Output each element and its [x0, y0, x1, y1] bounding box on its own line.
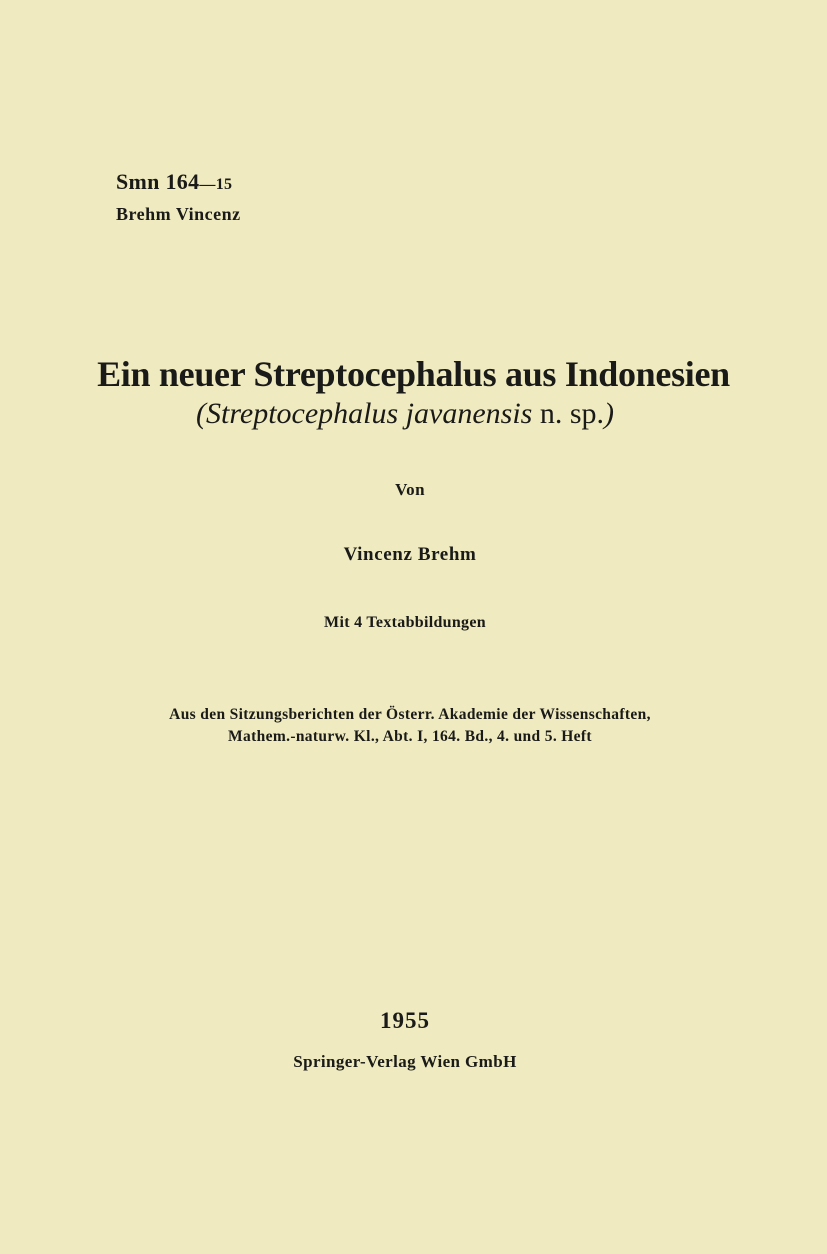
series-label	[116, 168, 241, 227]
publisher-name: Springer-Verlag Wien GmbH	[293, 1052, 517, 1071]
series-code-prefix: Smn	[116, 169, 166, 194]
series-author: Brehm Vincenz	[116, 204, 241, 224]
subtitle-open-paren: (	[195, 397, 206, 430]
source-line-1: Aus den Sitzungsberichten der Österr. Akademie der Wissenschaften,	[169, 706, 651, 723]
subtitle-rest: n. sp.	[532, 397, 605, 430]
subtitle-close-paren: )	[604, 397, 615, 430]
source-line-2: Mathem.-naturw. Kl., Abt. I, 164. Bd., 4. und 5. Heft	[228, 728, 592, 745]
series-code-number: 164	[165, 169, 200, 194]
publication-year: 1955	[380, 1008, 430, 1033]
subtitle-species: Streptocephalus javanensis	[205, 397, 533, 430]
source-note	[0, 704, 820, 748]
author-name: Vincenz Brehm	[343, 544, 477, 565]
document-subtitle	[0, 394, 810, 434]
series-code	[116, 168, 241, 199]
document-title: Ein neuer Streptocephalus aus Indonesien	[97, 354, 730, 394]
illustrations-note: Mit 4 Textabbildungen	[324, 614, 486, 631]
series-code-suffix: —15	[199, 176, 233, 193]
byline-von: Von	[395, 480, 425, 499]
